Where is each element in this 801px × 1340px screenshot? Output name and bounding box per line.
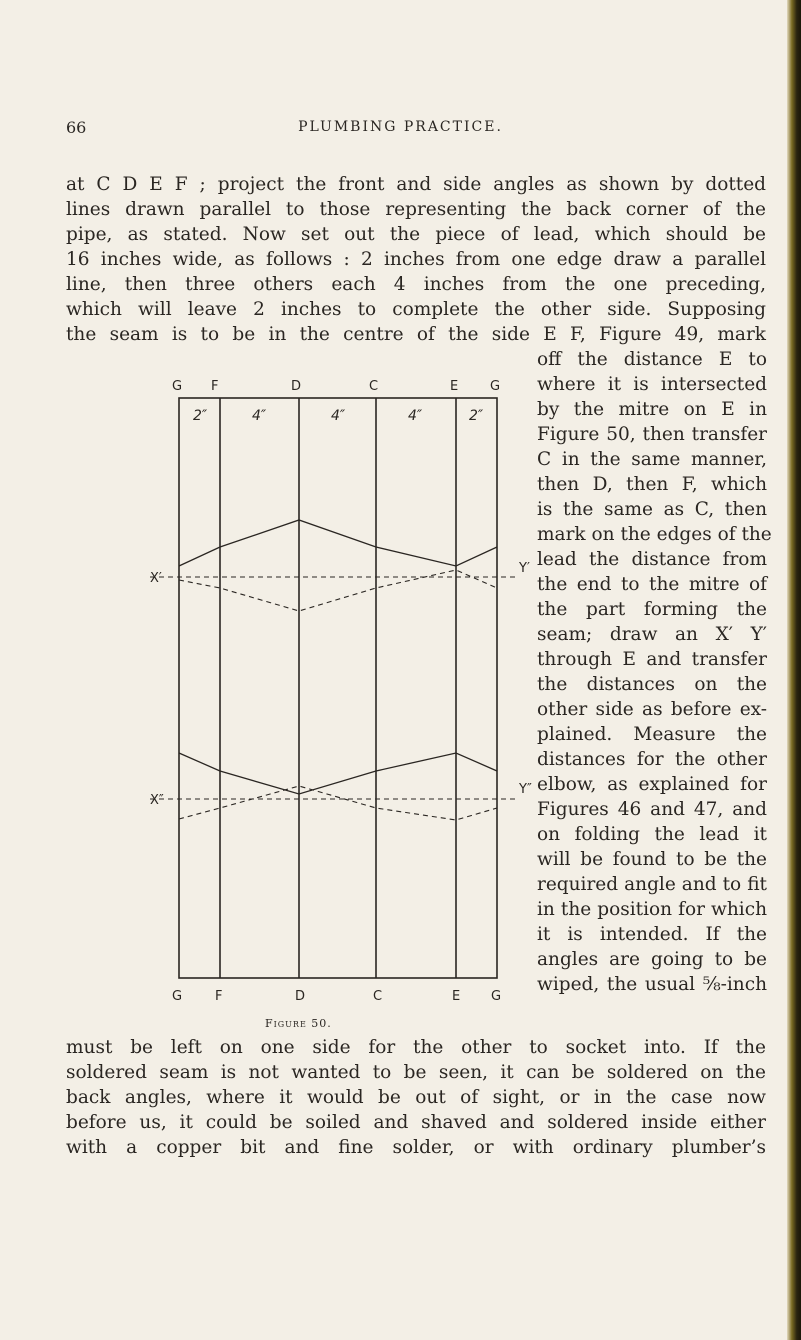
width-label: 4″	[331, 408, 346, 424]
axis-label-y1: Y′	[519, 561, 530, 576]
label-top-g2: G	[490, 379, 501, 394]
side-line: off the distance E to	[537, 349, 767, 370]
side-line: the part forming the	[537, 599, 767, 620]
label-bottom-f: F	[215, 989, 223, 1004]
body-line: pipe, as stated. Now set out the piece of lead, which should be	[66, 224, 766, 245]
axis-label-x1: X′	[150, 571, 162, 586]
body-line: the seam is to be in the centre of the side E F, Figure 49, mark	[66, 324, 766, 345]
side-line: by the mitre on E in	[537, 399, 767, 420]
side-line: then D, then F, which	[537, 474, 767, 495]
side-line: mark on the edges of the	[537, 524, 772, 545]
side-line: it is intended. If the	[537, 924, 767, 945]
page-number: 66	[66, 118, 87, 137]
label-bottom-c: C	[373, 989, 383, 1004]
width-label: 4″	[252, 408, 267, 424]
mitre-lower-line	[179, 753, 497, 794]
label-top-g1: G	[172, 379, 183, 394]
side-line: Figures 46 and 47, and	[537, 799, 767, 820]
body-line: soldered seam is not wanted to be seen, it can be soldered on the	[66, 1062, 766, 1083]
body-line: line, then three others each 4 inches from the one preceding,	[66, 274, 766, 295]
label-bottom-d: D	[295, 989, 306, 1004]
body-line: must be left on one side for the other to socket into. If the	[66, 1037, 766, 1058]
side-line: wiped, the usual ⅝-inch	[537, 974, 767, 995]
side-line: required angle and to fit	[537, 874, 767, 895]
figure-caption: Figure 50.	[265, 1017, 332, 1030]
body-line: lines drawn parallel to those representing the back corner of the	[66, 199, 766, 220]
label-bottom-e: E	[452, 989, 461, 1004]
lead-sheet-outline	[179, 398, 497, 978]
side-line: C in the same manner,	[537, 449, 767, 470]
axis-label-x2: X″	[150, 793, 164, 808]
side-line: in the position for which	[537, 899, 767, 920]
side-line: elbow, as explained for	[537, 774, 767, 795]
side-line: on folding the lead it	[537, 824, 767, 845]
body-line: which will leave 2 inches to complete the other side. Supposing	[66, 299, 766, 320]
label-top-e: E	[450, 379, 459, 394]
side-line: will be found to be the	[537, 849, 767, 870]
axis-label-y2: Y″	[519, 782, 532, 797]
width-label: 2″	[193, 408, 208, 424]
side-line: distances for the other	[537, 749, 767, 770]
mitre-upper-dotted	[179, 570, 497, 611]
side-line: angles are going to be	[537, 949, 767, 970]
body-line: with a copper bit and fine solder, or with ordinary plumber’s	[66, 1137, 766, 1158]
running-title: PLUMBING PRACTICE.	[298, 119, 503, 135]
mitre-upper-line	[179, 520, 497, 566]
label-bottom-g2: G	[491, 989, 502, 1004]
label-top-d: D	[291, 379, 302, 394]
side-line: is the same as C, then	[537, 499, 767, 520]
side-line: Figure 50, then transfer	[537, 424, 767, 445]
side-line: the distances on the	[537, 674, 767, 695]
width-label: 2″	[469, 408, 484, 424]
side-line: where it is intersected	[537, 374, 767, 395]
body-line: at C D E F ; project the front and side angles as shown by dotted	[66, 174, 766, 195]
body-line: before us, it could be soiled and shaved and soldered inside either	[66, 1112, 766, 1133]
side-line: lead the distance from	[537, 549, 767, 570]
side-line: the end to the mitre of	[537, 574, 767, 595]
body-line: 16 inches wide, as follows : 2 inches from one edge draw a parallel	[66, 249, 766, 270]
side-line: through E and transfer	[537, 649, 767, 670]
side-line: seam; draw an X′ Y′	[537, 624, 767, 645]
mitre-lower-dotted	[179, 786, 497, 820]
body-line: back angles, where it would be out of sight, or in the case now	[66, 1087, 766, 1108]
label-bottom-g1: G	[172, 989, 183, 1004]
side-line: plained. Measure the	[537, 724, 767, 745]
label-top-c: C	[369, 379, 379, 394]
label-top-f: F	[211, 379, 219, 394]
width-label: 4″	[408, 408, 423, 424]
side-line: other side as before ex-	[537, 699, 767, 720]
